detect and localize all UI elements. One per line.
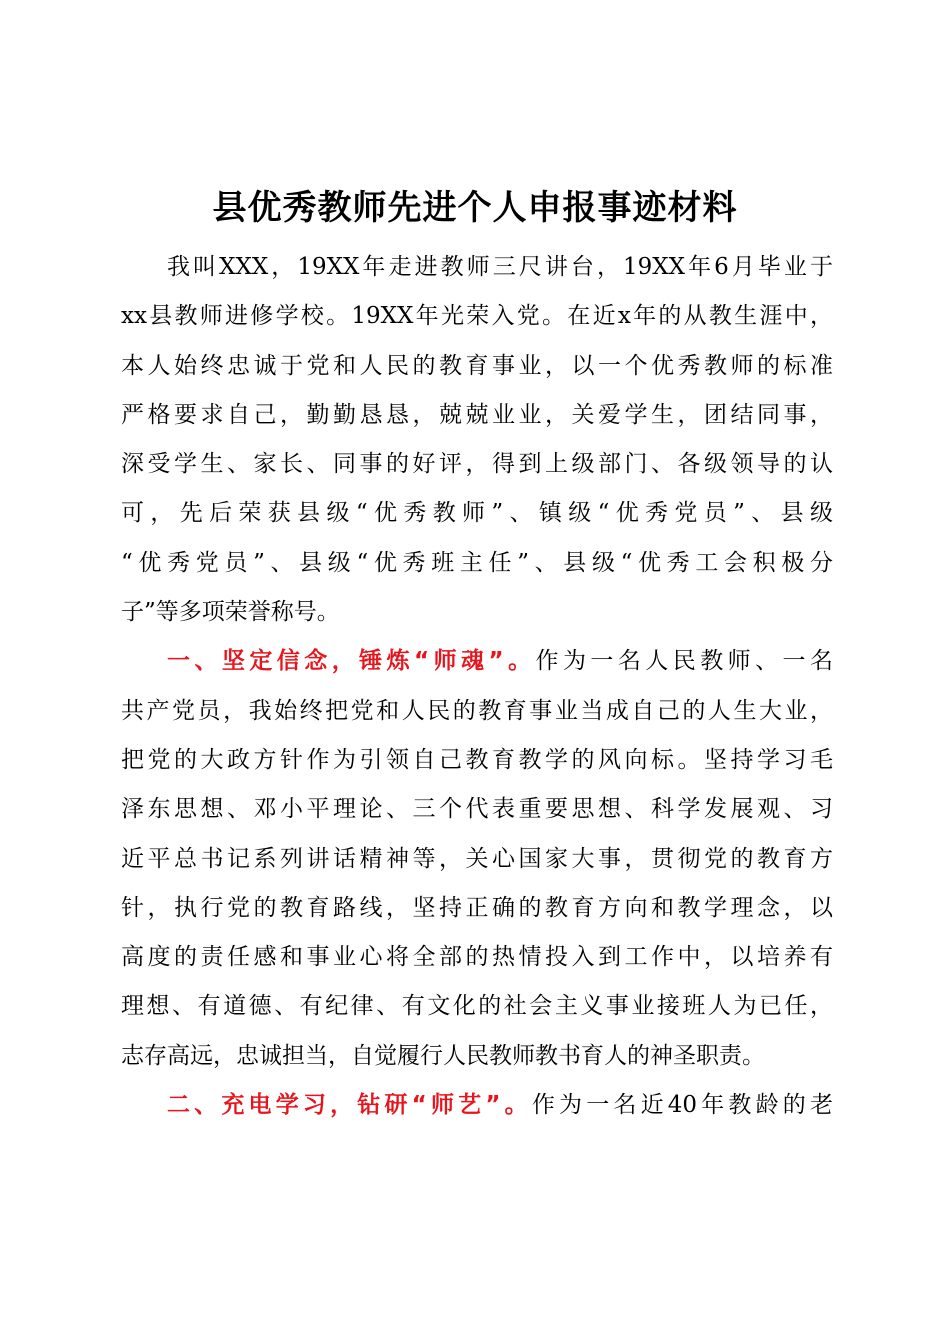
text-line: 我叫XXX，19XX年走进教师三尺讲台，19XX年6月毕业于 [167, 254, 833, 280]
section-heading: 一、坚定信念，锤炼“师魂”。 [167, 648, 536, 675]
section-first-line [121, 1081, 833, 1130]
text-line: 针，执行党的教育路线，坚持正确的教育方向和教学理念，以 [121, 894, 833, 921]
text-line: 可，先后荣获县级“优秀教师”、镇级“优秀党员”、县级 [121, 500, 833, 527]
text-line: 深受学生、家长、同事的好评，得到上级部门、各级领导的认 [121, 451, 833, 478]
text-line: “优秀党员”、县级“优秀班主任”、县级“优秀工会积极分 [121, 549, 833, 576]
section-heading: 二、充电学习，钻研“师艺”。 [167, 1092, 532, 1119]
section-first-line-text: 作为一名近40年教龄的老 [531, 1092, 833, 1119]
text-line: 本人始终忠诚于党和人民的教育事业，以一个优秀教师的标准 [121, 352, 833, 379]
text-line: 共产党员，我始终把党和人民的教育事业当成自己的人生大业， [121, 697, 833, 724]
section-first-line-text: 作为一名人民教师、一名 [535, 648, 834, 675]
text-line: 高度的责任感和事业心将全部的热情投入到工作中，以培养有 [121, 944, 833, 971]
text-line: 把党的大政方针作为引领自己教育教学的风向标。坚持学习毛 [121, 746, 833, 773]
text-line: 理想、有道德、有纪律、有文化的社会主义事业接班人为已任， [121, 993, 833, 1020]
paragraph-section-2 [121, 1081, 833, 1130]
paragraph-section-1 [121, 637, 833, 1081]
text-line: 近平总书记系列讲话精神等，关心国家大事，贯彻党的教育方 [121, 845, 833, 872]
text-line: 严格要求自己，勤勤恳恳，兢兢业业，关爱学生，团结同事， [121, 401, 833, 428]
text-line: xx县教师进修学校。19XX年光荣入党。在近x年的从教生涯中， [121, 303, 833, 330]
text-line: 志存高远，忠诚担当，自觉履行人民教师教书育人的神圣职责。 [121, 1042, 765, 1069]
text-line: 子”等多项荣誉称号。 [121, 599, 340, 626]
section-first-line [121, 637, 833, 686]
document-title: 县优秀教师先进个人申报事迹材料 [212, 188, 738, 228]
text-line: 泽东思想、邓小平理论、三个代表重要思想、科学发展观、习 [121, 796, 833, 823]
document-body [121, 243, 833, 1130]
paragraph-intro [121, 243, 833, 637]
